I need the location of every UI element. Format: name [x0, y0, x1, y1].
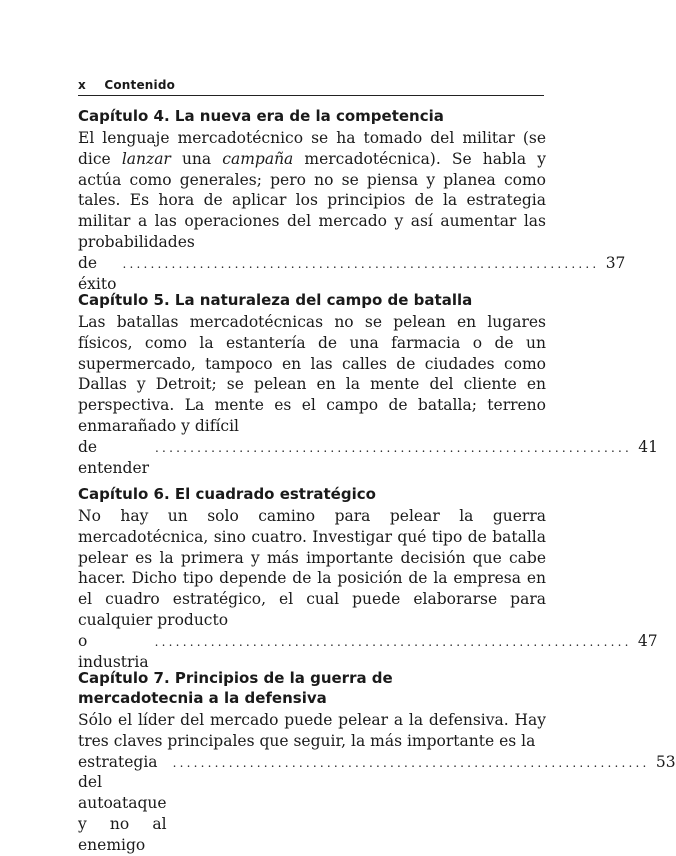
- page-number-roman: x: [78, 78, 86, 92]
- toc-entry-chapter-5[interactable]: [78, 290, 659, 478]
- toc-entry-chapter-6[interactable]: [78, 484, 658, 672]
- chapter-title-line-1: Capítulo 7. Principios de la guerra de: [78, 669, 393, 687]
- header-rule: [78, 95, 544, 96]
- chapter-summary-end: de entender: [78, 437, 150, 477]
- toc-entry-chapter-4[interactable]: [78, 106, 626, 294]
- chapter-title[interactable]: Capítulo 6. El cuadrado estratégico: [78, 485, 376, 503]
- leader-dots: ....................................................................: [172, 755, 650, 770]
- chapter-title[interactable]: [78, 668, 546, 708]
- chapter-last-line: [78, 437, 659, 479]
- leader-dots: ....................................................................: [122, 256, 600, 271]
- chapter-title[interactable]: Capítulo 4. La nueva era de la competencia: [78, 107, 444, 125]
- chapter-summary: Las batallas mercadotécnicas no se pelean en lugares físicos, como la estantería de una farmacia o de un supermercado, tampoco en las calles de ciudades como Dallas y Detroit; se pelean en la mente del cliente en perspectiva. La mente es el campo de batalla; terreno enmarañado y difícil: [78, 313, 546, 435]
- page-number[interactable]: 53: [655, 752, 676, 771]
- toc-entry-chapter-7[interactable]: [78, 668, 676, 856]
- leader-dots: ....................................................................: [155, 440, 633, 455]
- emphasis-campana: campaña: [222, 149, 294, 168]
- page-number[interactable]: 47: [637, 631, 658, 650]
- page-number[interactable]: 37: [605, 253, 626, 272]
- running-header: [78, 78, 544, 92]
- chapter-last-line: [78, 631, 658, 673]
- page-number[interactable]: 41: [638, 437, 659, 456]
- chapter-summary: El lenguaje mercadotécnico se ha tomado del militar (se dice lanzar una campaña mercadotécnica). Se habla y actúa como generales; pero no se piensa y planea como tales. Es hora de aplicar los principios de la estrategia militar a las operaciones del mercado y así aumentar las probabilidades: [78, 129, 546, 251]
- chapter-summary-end: o industria: [78, 631, 149, 671]
- chapter-summary: No hay un solo camino para pelear la guerra mercadotécnica, sino cuatro. Investigar qué tipo de batalla pelear es la primera y más importante decisión que cabe hacer. Dicho tipo depende de la posición de la empresa en el cuadro estratégico, el cual puede elaborarse para cualquier producto: [78, 507, 546, 629]
- chapter-title-line-2: mercadotecnia a la defensiva: [78, 689, 327, 707]
- header-title: Contenido: [104, 78, 176, 92]
- chapter-summary: Sólo el líder del mercado puede pelear a la defensiva. Hay tres claves principales que seguir, la más importante es la: [78, 711, 546, 750]
- chapter-summary-end: estrategia del autoataque y no al enemigo: [78, 752, 167, 854]
- chapter-last-line: [78, 253, 626, 295]
- chapter-last-line: [78, 752, 676, 856]
- chapter-title[interactable]: Capítulo 5. La naturaleza del campo de batalla: [78, 291, 473, 309]
- emphasis-lanzar: lanzar: [121, 149, 171, 168]
- chapter-summary-end: de éxito: [78, 253, 117, 293]
- leader-dots: ....................................................................: [154, 634, 632, 649]
